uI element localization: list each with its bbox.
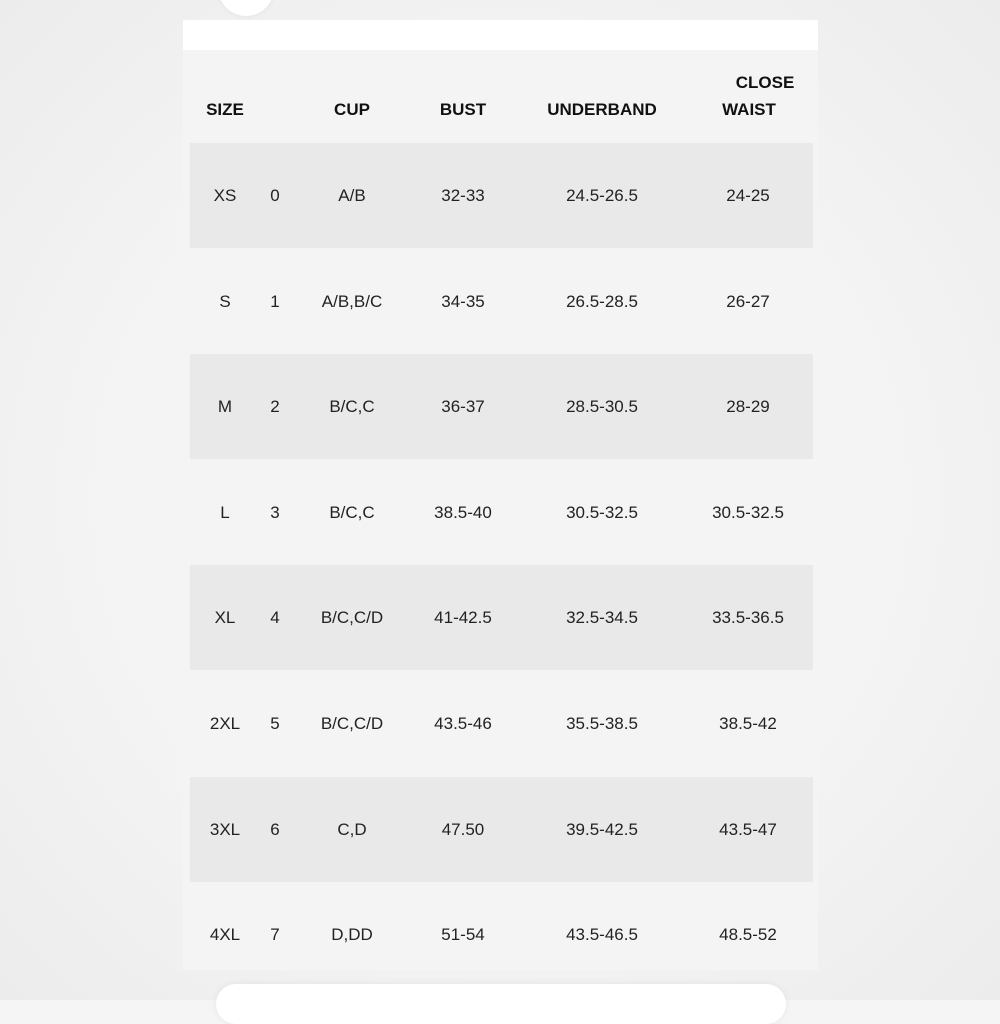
- bust-cell: 43.5-46: [434, 714, 492, 733]
- size-number-cell: 1: [270, 292, 280, 311]
- bust-cell: 36-37: [441, 397, 485, 416]
- waist-cell: 38.5-42: [719, 714, 777, 733]
- card-top-strip: [183, 20, 818, 50]
- size-number-cell: 6: [270, 820, 280, 839]
- underband-cell: 32.5-34.5: [566, 608, 638, 627]
- cup-cell: B/C,C: [329, 397, 375, 416]
- cup-cell: B/C,C/D: [320, 714, 384, 733]
- table-row: [190, 354, 813, 459]
- underband-cell: 35.5-38.5: [566, 714, 638, 733]
- underband-cell: 26.5-28.5: [566, 292, 638, 311]
- size-cell: 3XL: [209, 820, 241, 839]
- waist-cell: 48.5-52: [719, 925, 777, 944]
- cup-cell: B/C,C: [329, 503, 375, 522]
- size-cell: 4XL: [209, 925, 241, 944]
- waist-cell: 33.5-36.5: [712, 608, 784, 627]
- header-underband: UNDERBAND: [547, 100, 657, 119]
- table-row: [190, 143, 813, 248]
- waist-cell: 28-29: [726, 397, 770, 416]
- bust-cell: 38.5-40: [434, 503, 492, 522]
- table-row: [190, 460, 813, 565]
- bust-cell: 32-33: [441, 186, 485, 205]
- underband-cell: 43.5-46.5: [566, 925, 638, 944]
- size-number-cell: 7: [270, 925, 280, 944]
- size-cell: L: [220, 503, 230, 522]
- bust-cell: 34-35: [441, 292, 485, 311]
- header-bust: BUST: [439, 100, 487, 119]
- cup-cell: A/B: [338, 186, 366, 205]
- size-cell: XS: [213, 186, 237, 205]
- bust-cell: 47.50: [441, 820, 485, 839]
- table-row: [190, 565, 813, 670]
- next-card-preview: [216, 984, 786, 1024]
- size-number-cell: 2: [270, 397, 280, 416]
- cup-cell: C,D: [337, 820, 367, 839]
- size-cell: 2XL: [209, 714, 241, 733]
- table-row: [190, 882, 813, 970]
- bust-cell: 51-54: [441, 925, 485, 944]
- table-row: [190, 671, 813, 776]
- size-chart-card: [183, 20, 818, 970]
- size-cell: XL: [214, 608, 236, 627]
- size-cell: M: [217, 397, 233, 416]
- bust-cell: 41-42.5: [434, 608, 492, 627]
- underband-cell: 24.5-26.5: [566, 186, 638, 205]
- cup-cell: B/C,C/D: [320, 608, 384, 627]
- waist-cell: 43.5-47: [719, 820, 777, 839]
- header-cup: CUP: [334, 100, 370, 119]
- header-close: CLOSE: [735, 73, 795, 92]
- size-cell: S: [219, 292, 231, 311]
- waist-cell: 30.5-32.5: [712, 503, 784, 522]
- size-number-cell: 4: [270, 608, 280, 627]
- size-number-cell: 0: [270, 186, 280, 205]
- cup-cell: A/B,B/C: [321, 292, 383, 311]
- header-size: SIZE: [206, 100, 244, 119]
- underband-cell: 39.5-42.5: [566, 820, 638, 839]
- table-row: [190, 249, 813, 354]
- underband-cell: 30.5-32.5: [566, 503, 638, 522]
- underband-cell: 28.5-30.5: [566, 397, 638, 416]
- header-waist: WAIST: [722, 100, 776, 119]
- waist-cell: 24-25: [726, 186, 770, 205]
- table-row: [190, 777, 813, 882]
- size-number-cell: 5: [270, 714, 280, 733]
- cup-cell: D,DD: [331, 925, 373, 944]
- size-number-cell: 3: [270, 503, 280, 522]
- waist-cell: 26-27: [726, 292, 770, 311]
